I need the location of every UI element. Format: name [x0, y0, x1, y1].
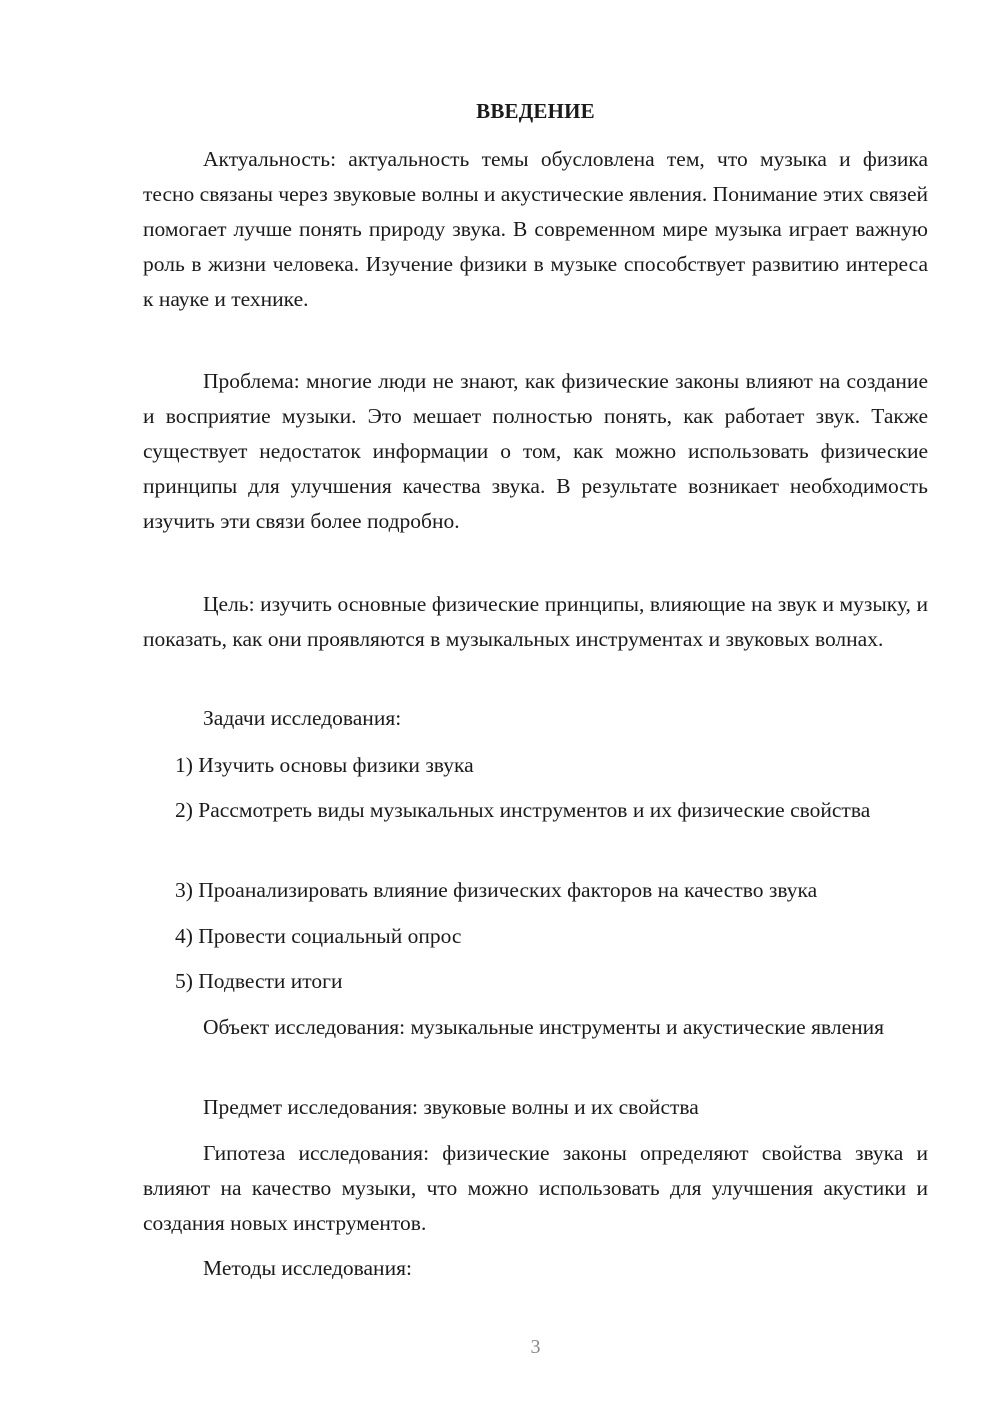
tasks-heading: Задачи исследования: [203, 706, 402, 730]
paragraph-hypothesis: Гипотеза исследования: физические законы определяют свойства звука и влияют на качество музыки, что можно использовать для улучшения акустики и создания новых инструментов. [143, 1141, 928, 1235]
task-item-4: 4) Провести социальный опрос [175, 924, 462, 948]
paragraph-relevance: Актуальность: актуальность темы обусловлена тем, что музыка и физика тесно связаны через звуковые волны и акустические явления. Понимание этих связей помогает лучше понять природу звука. В современном мире музыка играет важную роль в жизни человека. Изучение физики в музыке способствует развитию интереса к науке и технике. [143, 147, 928, 311]
paragraph-goal: Цель: изучить основные физические принципы, влияющие на звук и музыку, и показать, как они проявляются в музыкальных инструментах и звуковых волнах. [143, 592, 928, 651]
paragraph-problem: Проблема: многие люди не знают, как физические законы влияют на создание и восприятие музыки. Это мешает полностью понять, как работает звук. Также существует недостаток информации о том, как можно использовать физические принципы для улучшения качества звука. В результате возникает необходимость изучить эти связи более подробно. [143, 369, 928, 533]
paragraph-subject: Предмет исследования: звуковые волны и их свойства [203, 1095, 699, 1119]
task-item-1: 1) Изучить основы физики звука [175, 753, 474, 777]
page-number: 3 [530, 1336, 541, 1358]
task-item-5: 5) Подвести итоги [175, 969, 343, 993]
task-item-2: 2) Рассмотреть виды музыкальных инструментов и их физические свойства [175, 798, 871, 822]
section-title: ВВЕДЕНИЕ [476, 99, 595, 123]
methods-heading: Методы исследования: [203, 1256, 412, 1280]
paragraph-object: Объект исследования: музыкальные инструменты и акустические явления [203, 1015, 885, 1039]
task-item-3: 3) Проанализировать влияние физических факторов на качество звука [175, 878, 818, 902]
